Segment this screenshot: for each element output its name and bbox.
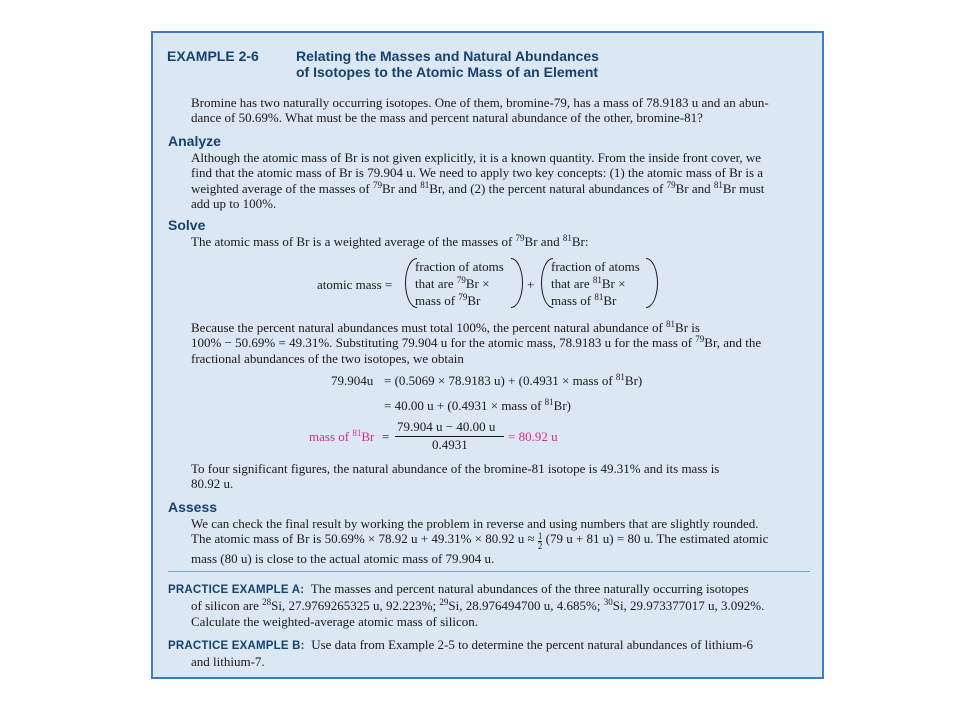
term2-line2: that are $^{81}$Br × <box>551 275 626 291</box>
eq2-rhs: = 40.00 u + (0.4931 × mass of $^{81}$Br) <box>384 397 571 413</box>
analyze-paragraph: Although the atomic mass of Br is not given explicitly, it is a known quantity. From the inside front cover, we find that the atomic mass of Br is 79.904 u. We need to apply two key concepts: (1) the atomic mass of Br is a weighted average of the masses of $^{79}$Br and $^{81}$Br, and (2) the percent natural abundances of $^{79}$Br and $^{81}$Br must add up to 100%. <box>191 150 765 212</box>
practice-example-b: PRACTICE EXAMPLE B: Use data from Example 2-5 to determine the percent natural abundances of lithium-6 and lithium-7. <box>168 637 754 670</box>
analyze-heading: Analyze <box>168 133 221 149</box>
example-title-line2: of Isotopes to the Atomic Mass of an Element <box>296 64 599 80</box>
one-half-fraction: $\frac{1}{2}$ <box>537 531 543 552</box>
term2-line1: fraction of atoms <box>551 259 640 274</box>
assess-heading: Assess <box>168 499 218 515</box>
example-title-line1: Relating the Masses and Natural Abundances <box>296 48 599 64</box>
term2-line3: mass of $^{81}$Br <box>551 292 617 308</box>
eq3-denominator: 0.4931 <box>432 437 468 452</box>
eq1-lhs: 79.904u <box>331 373 374 388</box>
assess-paragraph: We can check the final result by working the problem in reverse and using numbers that are slightly rounded. The atomic mass of Br is 50.69% × 78.92 u + 49.31% × 80.92 u ≈ $\frac{1}{2}$ (79 u + 81 u) = 80 u. The estimated atomic mass (80 u) is close to the actual atomic mass of 79.904 u. <box>191 516 769 567</box>
solve-paragraph: Because the percent natural abundances must total 100%, the percent natural abundance of $^{81}$Br is 100% − 50.69% = 49.31%. Substituting 79.904 u for the atomic mass, 78.9183 u for the mass of $^{79}$Br, and the fractional abundances of the two isotopes, we obtain <box>191 319 762 366</box>
solve-heading: Solve <box>168 217 206 233</box>
eq3-numerator: 79.904 u − 40.00 u <box>397 419 496 434</box>
solve-intro-line: The atomic mass of Br is a weighted average of the masses of $^{79}$Br and $^{81}$Br: <box>191 233 589 249</box>
example-label: EXAMPLE 2-6 <box>167 48 259 64</box>
conclusion-paragraph: To four significant figures, the natural abundance of the bromine-81 isotope is 49.31% and its mass is 80.92 u. <box>191 461 720 492</box>
practice-b-label: PRACTICE EXAMPLE B: <box>168 640 305 652</box>
equation-lhs: atomic mass = <box>317 277 393 292</box>
practice-a-label: PRACTICE EXAMPLE A: <box>168 584 305 596</box>
intro-paragraph: Bromine has two naturally occurring isotopes. One of them, bromine-79, has a mass of 78.9183 u and an abun- dance of 50.69%. What must be the mass and percent natural abundance of the other, bromine-81? <box>191 95 769 126</box>
section-divider <box>168 571 810 572</box>
practice-example-a: PRACTICE EXAMPLE A: The masses and percent natural abundances of the three naturally occurring isotopes of silicon are $^{28}$Si, 27.9769265325 u, 92.223%; $^{29}$Si, 28.976494700 u, 4.685%; $^{30}$Si, 29.973377017 u, 3.092%. Calculate the weighted-average atomic mass of silicon. <box>168 581 765 629</box>
eq3-equals: = <box>382 429 390 444</box>
term1-line2: that are $^{79}$Br × <box>415 275 490 291</box>
term1-line1: fraction of atoms <box>415 259 504 274</box>
eq1-rhs: = (0.5069 × 78.9183 u) + (0.4931 × mass of $^{81}$Br) <box>384 372 643 388</box>
eq3-lhs: mass of $^{81}$Br <box>309 428 375 444</box>
plus-sign: + <box>527 277 535 292</box>
term1-line3: mass of $^{79}$Br <box>415 292 481 308</box>
eq3-result: = 80.92 u <box>508 429 558 444</box>
